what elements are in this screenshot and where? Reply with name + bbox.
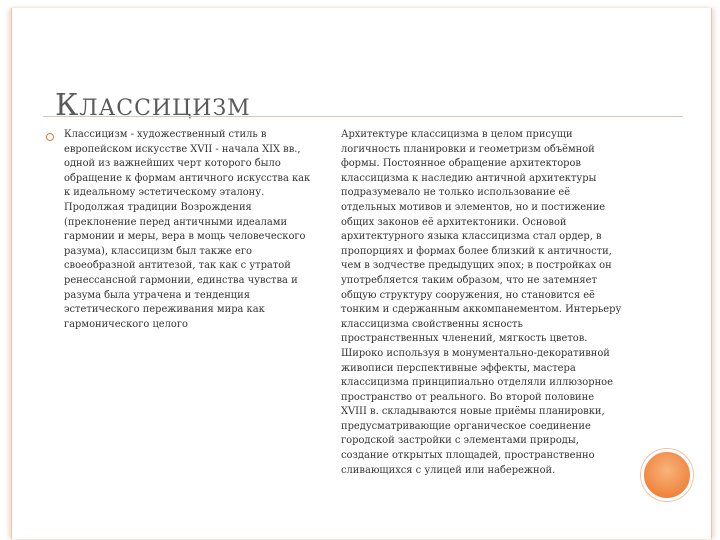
left-text-column: Классицизм - художественный стиль в европейском искусстве XVII - начала XIX вв., одной из важнейших черт которого было обращение к формам античного искусства как к идеальному эстетическому эталону. Продолжая традиции Возрождения (преклонение перед античными идеалами гармонии и меры, вера в мощь человеческого разума), классицизм был также его своеобразной антитезой, так как с утратой ренессансной гармонии, единства чувства и разума была утрачена и тенденция эстетического переживания мира как гармонического целого bbox=[64, 129, 311, 330]
slide-title bbox=[55, 88, 251, 123]
title-rest: ЛАССИЦИЗМ bbox=[79, 96, 251, 121]
title-first-letter: К bbox=[55, 88, 80, 123]
decorative-circle-icon bbox=[641, 449, 693, 501]
bullet-marker-icon bbox=[46, 133, 54, 141]
right-text-column: Архитектуре классицизма в целом присущи логичность планировки и геометризм объёмной формы. Постоянное обращение архитекторов классицизма к наследию античной архитектуры подразумевало не только использование её отдельных мотивов и элементов, но и постижение общих законов её архитектоники. Основой архитектурного языка классицизма стал ордер, в пропорциях и формах более близкий к античности, чем в зодчестве предыдущих эпох; в постройках он употребляется таким образом, что не затемняет общую структуру сооружения, но становится её тонким и сдержанным аккомпанементом. Интерьеру классицизма свойственны ясность пространственных членений, мягкость цветов. Широко используя в монументально-декоративной живописи перспективные эффекты, мастера классицизма принципиально отделяли иллюзорное пространство от реального. Во второй половине XVIII в. складываются новые приёмы планировки, предусматривающие органическое соединение городской застройки с элементами природы, создание открытых площадей, пространственно сливающихся с улицей или набережной. bbox=[341, 129, 622, 476]
title-divider bbox=[43, 116, 683, 117]
